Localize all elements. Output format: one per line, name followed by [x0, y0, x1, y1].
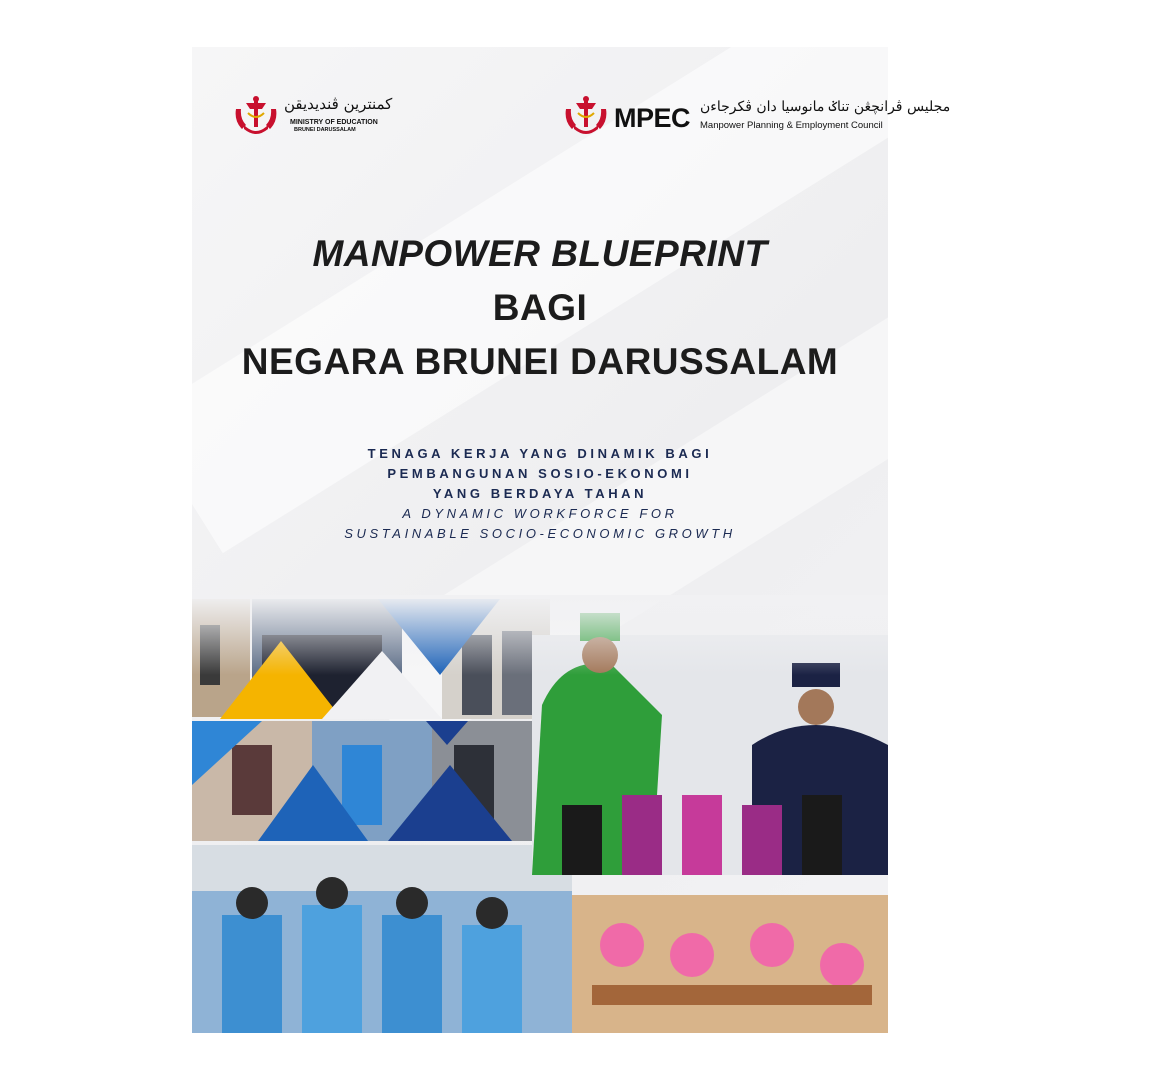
cover-page [192, 47, 951, 1033]
mpec-jawi-text: مجليس ڤرانچڠن تناݢ مانوسيا دان ڤكرجاءن [700, 99, 951, 115]
mpec-logo [562, 93, 951, 141]
collage-fade [192, 595, 888, 675]
title-line-2: BAGI [492, 287, 588, 328]
mpec-english-text: Manpower Planning & Employment Council [700, 120, 883, 131]
brunei-crest-icon [562, 95, 610, 139]
moe-english-text: MINISTRY OF EDUCATION [290, 119, 378, 126]
subtitle-malay-2: PEMBANGUNAN SOSIO-EKONOMI [387, 466, 693, 481]
moe-country-text: BRUNEI DARUSSALAM [294, 127, 356, 133]
title-line-1: MANPOWER BLUEPRINT [312, 233, 768, 274]
subtitle-english-1: A DYNAMIC WORKFORCE FOR [402, 506, 678, 521]
subtitle-malay-1: TENAGA KERJA YANG DINAMIK BAGI [367, 446, 713, 461]
subtitle-english-2: SUSTAINABLE SOCIO-ECONOMIC GROWTH [344, 526, 736, 541]
photo-collage [192, 595, 888, 1033]
mpec-name: MPEC [614, 103, 691, 133]
subtitle-malay-3: YANG BERDAYA TAHAN [432, 486, 648, 501]
moe-jawi-text: كمنترين ڤنديديقن [284, 95, 393, 113]
brunei-crest-icon [232, 95, 280, 139]
moe-logo [232, 93, 393, 141]
title-line-3: NEGARA BRUNEI DARUSSALAM [241, 341, 839, 382]
